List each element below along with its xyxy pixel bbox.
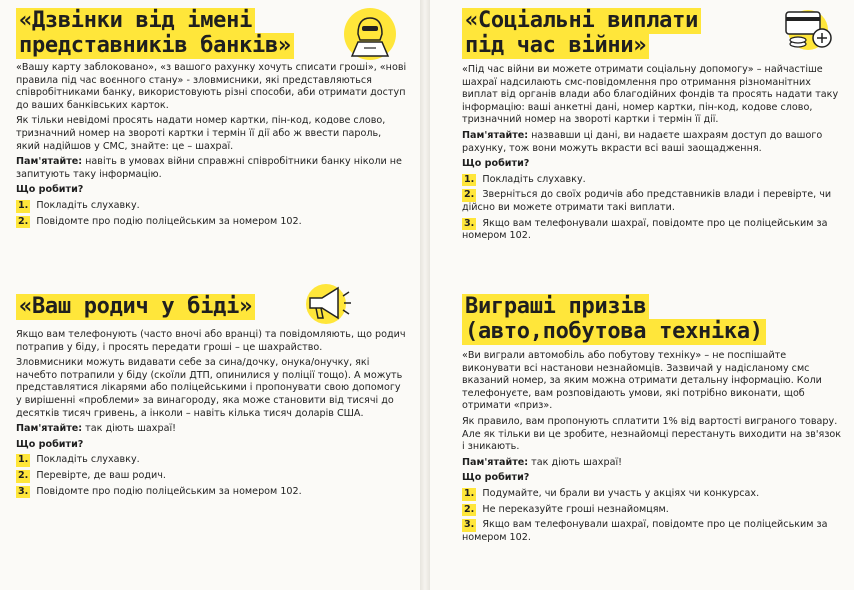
payments-todo <box>462 158 842 171</box>
step-text: Не переказуйте гроші незнайомцям. <box>479 503 669 515</box>
heading-line-1: «Ваш родич у біді» <box>16 294 255 320</box>
step-text: Якщо вам телефонували шахраї, повідомте про це поліцейським за номером 102. <box>462 519 828 543</box>
relative-paragraph-2: Зловмисники можуть видавати себе за сина/дочку, онука/онучку, які начебто потрапили у біду (скоїли ДТП, опинилися у поліції тощо). А можуть представлятися лікарями або поліцейськими і пропонувати свою допомогу у вирішенні «проблеми» за винагороду, яка може становити від тисячі до десятків тисяч гривень, а інколи – навіть кілька тисяч доларів США. <box>16 357 403 419</box>
relative-body <box>16 329 408 498</box>
heading-prizes <box>462 294 842 344</box>
step-text: Перевірте, де ваш родич. <box>33 469 166 481</box>
step-number: 3. <box>464 217 475 229</box>
section-prizes <box>462 294 842 547</box>
relative-steps <box>16 454 408 498</box>
todo-heading: Що робити? <box>462 158 530 170</box>
remember-label: Пам'ятайте: <box>16 423 83 435</box>
step-number: 1. <box>18 454 29 466</box>
relative-paragraph-1: Якщо вам телефонують (часто вночі або вранці) та повідомляють, що родич потрапив у біду, і просять передати гроші – це шахрайство. <box>16 329 406 353</box>
step-number: 3. <box>18 485 29 497</box>
step-item <box>462 174 842 187</box>
bank-paragraph-1: «Вашу карту заблоковано», «з вашого рахунку хочуть списати гроші», «нові правила під час воєнного стану» - зловмисники, які представляються співробітниками банку, використовують різні способи, аби отримати доступ до ваших банківських карток. <box>16 62 407 111</box>
step-text: Зверніться до своїх родичів або представників влади і перевірте, чи дійсно ви можете отримати такі виплати. <box>462 189 832 213</box>
prizes-paragraph-2: Як правило, вам пропонують сплатити 1% від вартості виграного товару. Але як тільки ви це зробите, незнайомці перестануть виходити на зв'язок і зникають. <box>462 415 842 453</box>
prizes-steps <box>462 488 842 544</box>
prizes-todo <box>462 472 842 485</box>
step-item <box>16 470 408 483</box>
bank-steps <box>16 200 408 228</box>
bank-paragraph-2: Як тільки невідомі просять надати номер картки, пін-код, кодове слово, тризначний номер на звороті картки і термін її дії або ж ввести пароль, який надійшов у СМС, знайте: це – шахраї. <box>16 115 386 152</box>
heading-line-2: під час війни» <box>462 33 649 59</box>
remember-text: так діють шахраї! <box>528 456 622 468</box>
megaphone-icon <box>298 278 354 326</box>
heading-line-1: Виграші призів <box>462 294 649 320</box>
step-item <box>16 486 408 499</box>
step-item <box>16 216 408 229</box>
payments-body <box>462 64 842 243</box>
page-gutter <box>420 0 430 590</box>
remember-label: Пам'ятайте: <box>16 156 83 168</box>
remember-label: Пам'ятайте: <box>462 456 529 468</box>
relative-remember <box>16 423 408 436</box>
prizes-remember <box>462 457 842 470</box>
heading-line-2: (авто,побутова техніка) <box>462 319 766 345</box>
step-number: 2. <box>464 503 475 515</box>
card-coins-icon <box>778 2 836 54</box>
hacker-laptop-icon <box>340 4 400 64</box>
step-item <box>16 200 408 213</box>
todo-heading: Що робити? <box>462 472 530 484</box>
payments-paragraph-1: «Під час війни ви можете отримати соціальну допомогу» – найчастіше шахраї надсилають смс-повідомлення про отримання різноманітних виплат від органів влади або благодійних фондів та просять надати таку інформацію: ваші анкетні дані, номер картки, пін-код, кодове слово, тризначний номер на звороті картки і термін її дії. <box>462 64 839 126</box>
step-number: 2. <box>18 469 29 481</box>
bank-remember <box>16 156 408 181</box>
prizes-body <box>462 350 842 544</box>
step-text: Подумайте, чи брали ви участь у акціях чи конкурсах. <box>479 487 760 499</box>
step-item <box>462 488 842 501</box>
heading-line-2: представників банків» <box>16 33 294 59</box>
payments-remember <box>462 130 842 155</box>
step-item <box>16 454 408 467</box>
remember-text: так діють шахраї! <box>82 423 176 435</box>
step-number: 1. <box>464 487 475 499</box>
heading-line-1: «Дзвінки від імені <box>16 8 255 34</box>
todo-heading: Що робити? <box>16 438 84 450</box>
step-text: Покладіть слухавку. <box>479 173 586 185</box>
step-text: Повідомте про подію поліцейським за номером 102. <box>33 485 302 497</box>
payments-steps <box>462 174 842 243</box>
bank-body <box>16 62 408 228</box>
step-item <box>462 218 842 243</box>
step-item <box>462 504 842 517</box>
bank-todo <box>16 184 408 197</box>
step-text: Покладіть слухавку. <box>33 454 140 466</box>
step-number: 1. <box>18 199 29 211</box>
step-item <box>462 519 842 544</box>
step-item <box>462 189 842 214</box>
remember-text: назвавши ці дані, ви надаєте шахраям доступ до вашого рахунку, тож вони можуть вкрасти всі ваші заощадження. <box>462 129 823 154</box>
prizes-paragraph-1: «Ви виграли автомобіль або побутову техніку» – не поспішайте виконувати всі настанови незнайомців. Зазвичай у надісланому смс вказаний номер, за яким можна отримати детальну інформацію. Коли телефонуєте, вам розповідають умови, які потрібно виконати, щоб отримати «приз». <box>462 350 822 412</box>
step-number: 2. <box>464 189 475 201</box>
step-number: 1. <box>464 173 475 185</box>
step-text: Якщо вам телефонували шахраї, повідомте про це поліцейським за номером 102. <box>462 217 828 242</box>
remember-label: Пам'ятайте: <box>462 129 529 141</box>
step-text: Повідомте про подію поліцейським за номером 102. <box>33 215 302 227</box>
todo-heading: Що робити? <box>16 184 84 196</box>
relative-todo <box>16 439 408 452</box>
heading-line-1: «Соціальні виплати <box>462 8 701 34</box>
step-number: 3. <box>464 519 475 531</box>
step-number: 2. <box>18 215 29 227</box>
remember-text: навіть в умовах війни справжні співробітники банку ніколи не запитують таку інформацію. <box>16 156 402 180</box>
step-text: Покладіть слухавку. <box>33 199 140 211</box>
